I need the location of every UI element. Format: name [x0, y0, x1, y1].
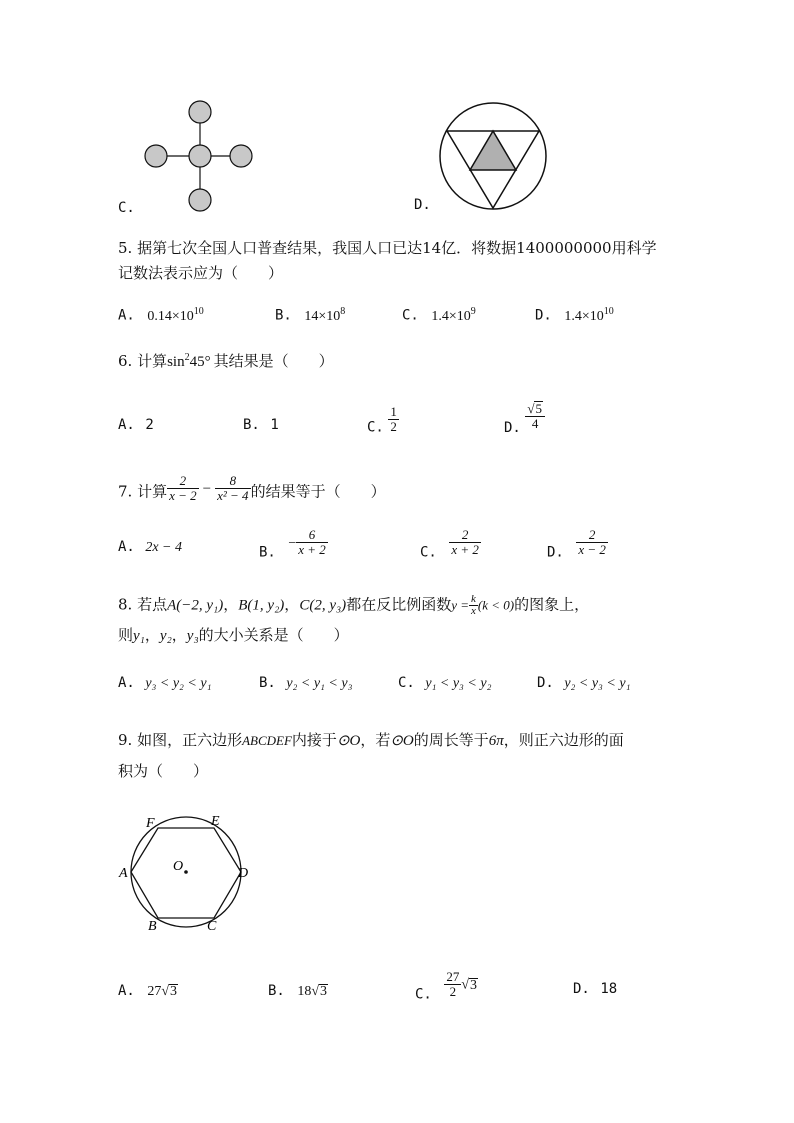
q7-stem — [118, 474, 386, 503]
vertex-label-a: A — [119, 866, 128, 881]
fraction-2 — [215, 474, 250, 503]
q6-prefix: 6. 计算 — [118, 352, 168, 370]
vertex-label-b: B — [148, 919, 157, 934]
q8-option-a — [118, 673, 211, 694]
radicand: 3 — [470, 977, 477, 993]
q8-mid: 都在反比例函数 — [346, 595, 452, 614]
option-coefficient: 27 — [147, 984, 162, 999]
q9-mid3: 的周长等于 — [413, 731, 489, 749]
q8-option-c — [398, 673, 491, 694]
option-label: C. — [398, 675, 415, 691]
denominator: x² − 4 — [217, 488, 249, 503]
center-label-o: O — [173, 859, 184, 874]
q5-option-a — [118, 302, 204, 327]
q5-stem-line2: 记数法表示应为（ ） — [118, 264, 284, 282]
q9-suffix: ，则正六边形的面 — [503, 731, 624, 749]
numerator: 27 — [446, 969, 460, 984]
option-value: 18 — [600, 981, 618, 997]
option-label: C. — [415, 986, 432, 1003]
q7-option-a — [118, 537, 182, 558]
option-label: C. — [367, 419, 384, 436]
numerator: 1 — [390, 404, 397, 419]
var-y3: y₃ — [186, 628, 199, 644]
q9-mid1: 内接于 — [291, 731, 337, 749]
q6-suffix: 其结果是（ ） — [213, 352, 334, 370]
q9-option-b — [268, 981, 328, 1002]
q8-stem-line1: 8. 若点A(−2, y₁)，B(1, y₂)，C(2, y₃)都在反比例函数y = $\frac{k}{x}$ (k < 0)的图象上， — [118, 593, 590, 617]
q6-exp: 2 — [184, 352, 190, 363]
function-condition: (k < 0) — [477, 597, 515, 613]
operator: − — [202, 480, 212, 497]
q5-option-c — [402, 302, 476, 327]
option-label: B. — [268, 983, 285, 999]
denominator: x + 2 — [298, 542, 326, 557]
q5-option-b — [275, 302, 345, 327]
numerator: 8 — [229, 473, 237, 488]
denominator: x — [471, 605, 476, 617]
option-exponent: 8 — [340, 306, 346, 317]
option-label: C. — [420, 544, 437, 561]
option-value: 0.14×10 — [147, 308, 194, 324]
q6-option-d — [504, 401, 545, 438]
fraction — [525, 401, 545, 431]
radicand: 3 — [320, 984, 327, 999]
option-label: B. — [275, 307, 292, 324]
numerator: 2 — [179, 473, 187, 488]
option-value: 2 — [145, 417, 154, 433]
q9-option-c — [415, 970, 478, 1005]
q7-suffix: 的结果等于（ ） — [250, 482, 386, 501]
figure-c-label: C. — [118, 200, 135, 216]
denominator: x − 2 — [169, 488, 197, 503]
fraction — [576, 528, 608, 557]
option-value: 14×10 — [304, 308, 341, 324]
option-value: y₁ < y₃ < y₂ — [425, 676, 492, 691]
denominator: x − 2 — [578, 542, 606, 557]
vertex-label-f: F — [146, 816, 155, 831]
option-sign: − — [288, 535, 297, 551]
fraction — [388, 405, 399, 434]
q8-suffix: 的图象上， — [514, 595, 590, 614]
option-value: 2x − 4 — [145, 540, 182, 555]
q5-stem-line1: 5. 据第七次全国人口普查结果，我国人口已达14亿．将数据1400000000用科学 — [118, 239, 657, 257]
q6-option-b — [243, 415, 279, 435]
q6-option-c — [367, 405, 399, 438]
option-value: 1.4×10 — [564, 308, 604, 324]
option-label: C. — [402, 307, 419, 324]
numerator: 6 — [308, 527, 316, 542]
option-coefficient: 18 — [297, 984, 312, 999]
q6-angle: 45° — [189, 354, 211, 370]
q7-option-d — [547, 528, 608, 563]
numerator: k — [471, 593, 476, 605]
radicand: 5 — [535, 401, 542, 416]
numerator: 2 — [588, 527, 596, 542]
q8-line2-prefix: 则 — [118, 626, 134, 644]
q6-option-a — [118, 415, 154, 435]
numerator: √5 — [527, 401, 542, 416]
var-y2: y₂ — [159, 628, 172, 644]
q8-option-b — [259, 673, 352, 694]
vertex-label-e: E — [211, 814, 220, 829]
q7-prefix: 7. 计算 — [118, 482, 168, 501]
option-label: B. — [243, 417, 260, 433]
perimeter: 6π — [488, 733, 504, 749]
q8-option-d — [537, 673, 630, 694]
fraction — [449, 528, 481, 557]
q8-line2-suffix: 的大小关系是（ ） — [198, 626, 349, 644]
q9-stem-line2: 积为（ ） — [118, 762, 209, 780]
option-value: y₂ < y₃ < y₁ — [564, 676, 631, 691]
q9-option-d — [573, 979, 617, 999]
option-label: A. — [118, 417, 135, 433]
circle-o-2: ⊙O — [390, 733, 414, 749]
q8-stem-line2: 则y₁，y₂，y₃的大小关系是（ ） — [118, 626, 349, 644]
option-exponent: 10 — [603, 306, 614, 317]
hexagon-figure — [116, 810, 256, 935]
option-label: B. — [259, 544, 276, 561]
option-value: 1.4×10 — [431, 308, 471, 324]
q9-prefix: 9. 如图，正六边形 — [118, 731, 243, 749]
sqrt-icon: √ — [311, 984, 319, 999]
option-label: D. — [504, 420, 521, 436]
vertex-label-d: D — [238, 866, 249, 881]
option-label: A. — [118, 983, 135, 999]
point-b: B(1, y₂) — [238, 597, 285, 614]
option-value: 1 — [270, 417, 279, 433]
q7-option-b — [259, 528, 328, 563]
fraction — [296, 528, 328, 557]
function-fraction — [469, 594, 478, 617]
option-label: D. — [535, 307, 552, 324]
q6-func: sin — [167, 354, 185, 370]
var-y1: y₁ — [133, 628, 145, 644]
q7-option-c — [420, 528, 481, 563]
denominator: 4 — [525, 416, 545, 431]
option-label: A. — [118, 675, 135, 691]
circle-o-1: ⊙O — [336, 733, 361, 749]
option-label: A. — [118, 539, 135, 555]
cross-circles-diagram — [135, 95, 265, 220]
q8-prefix: 8. 若点 — [118, 595, 168, 614]
fraction — [444, 970, 461, 999]
q9-option-a — [118, 981, 178, 1002]
option-label: B. — [259, 675, 276, 691]
option-label: D. — [537, 675, 554, 691]
sqrt-icon: √ — [161, 984, 169, 999]
sqrt-icon: √ — [461, 977, 469, 993]
q9-mid2: ，若 — [360, 731, 391, 749]
q6-stem — [118, 348, 334, 372]
option-value: y₃ < y₂ < y₁ — [145, 676, 212, 691]
numerator: 2 — [461, 527, 469, 542]
option-exponent: 10 — [193, 306, 204, 317]
option-label: D. — [573, 981, 590, 997]
point-c: C(2, y₃) — [299, 597, 347, 614]
inscribed-hexagon-diagram — [116, 810, 256, 935]
option-label: A. — [118, 307, 135, 324]
q9-stem-line1 — [118, 730, 624, 751]
figure-c — [135, 95, 265, 220]
denominator: x + 2 — [451, 542, 479, 557]
circle-triangle-diagram — [437, 100, 549, 212]
denominator: 2 — [390, 419, 397, 434]
option-value: y₂ < y₁ < y₃ — [286, 676, 353, 691]
vertex-label-c: C — [207, 919, 217, 934]
option-label: D. — [547, 544, 564, 561]
radicand: 3 — [170, 984, 177, 999]
hexagon-name: ABCDEF — [242, 733, 292, 748]
figure-d — [437, 100, 549, 212]
function-lhs: y = — [451, 597, 469, 613]
option-exponent: 9 — [470, 306, 476, 317]
figure-d-label: D. — [414, 197, 431, 213]
denominator: 2 — [444, 984, 461, 999]
fraction-1 — [167, 474, 199, 503]
q5-option-d — [535, 302, 614, 327]
point-a: A(−2, y₁) — [167, 597, 224, 614]
